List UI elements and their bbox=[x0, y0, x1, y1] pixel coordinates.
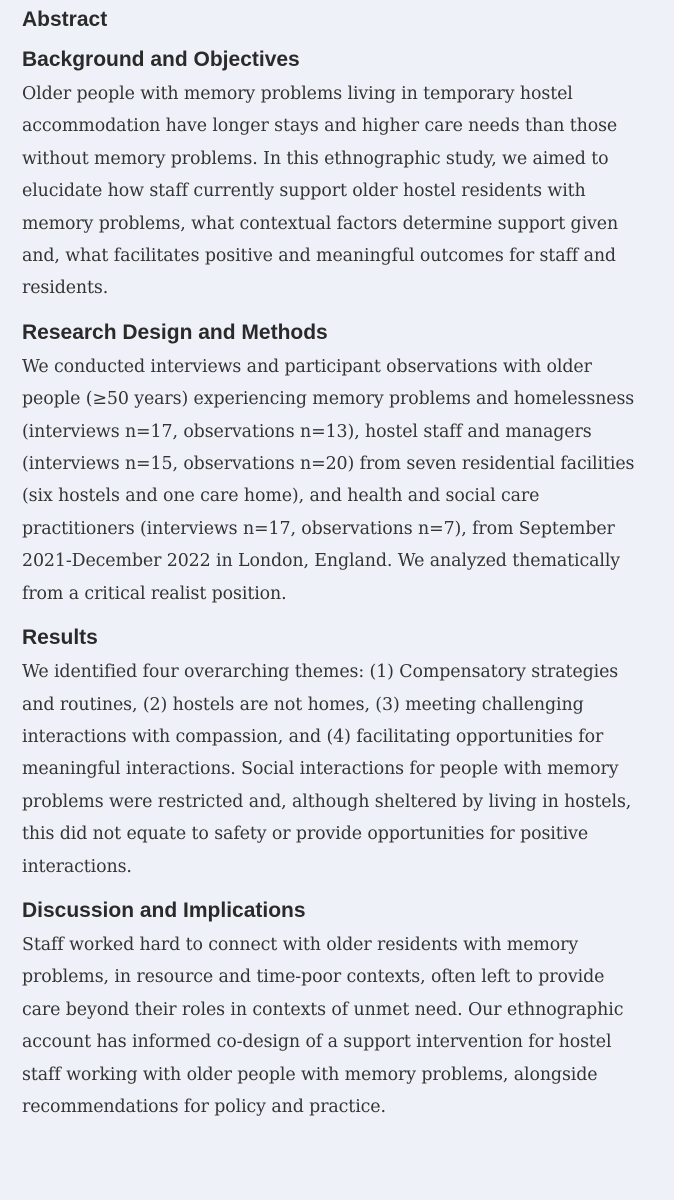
text-line: without memory problems. In this ethnographic study, we aimed to bbox=[22, 148, 609, 169]
section-results bbox=[22, 624, 674, 883]
text-line: recommendations for policy and practice. bbox=[22, 1096, 386, 1117]
text-line: problems were restricted and, although sheltered by living in hostels, bbox=[22, 791, 632, 812]
text-line: meaningful interactions. Social interactions for people with memory bbox=[22, 759, 619, 780]
text-line: residents. bbox=[22, 278, 109, 299]
text-line: (interviews n=15, observations n=20) from seven residential facilities bbox=[22, 454, 635, 475]
section-heading: Discussion and Implications bbox=[22, 898, 306, 922]
section-heading: Research Design and Methods bbox=[22, 320, 328, 344]
section-paragraph bbox=[22, 656, 674, 883]
text-line: interactions with compassion, and (4) facilitating opportunities for bbox=[22, 726, 604, 747]
section-heading: Results bbox=[22, 626, 98, 650]
text-line: elucidate how staff currently support older hostel residents with bbox=[22, 181, 586, 202]
text-line: We conducted interviews and participant observations with older bbox=[22, 356, 592, 377]
text-line: care beyond their roles in contexts of unmet need. Our ethnographic bbox=[22, 999, 624, 1020]
text-line: Older people with memory problems living in temporary hostel bbox=[22, 84, 573, 104]
text-line: (interviews n=17, observations n=13), hostel staff and managers bbox=[22, 421, 592, 442]
text-line: from a critical realist position. bbox=[22, 583, 287, 604]
section-paragraph bbox=[22, 78, 674, 305]
text-line: Staff worked hard to connect with older residents with memory bbox=[22, 934, 579, 955]
section-paragraph bbox=[22, 351, 674, 610]
text-line: and routines, (2) hostels are not homes, (3) meeting challenging bbox=[22, 694, 584, 715]
text-line: We identified four overarching themes: (1) Compensatory strategies bbox=[22, 662, 619, 683]
text-line: interactions. bbox=[22, 856, 132, 877]
text-line: this did not equate to safety or provide opportunities for positive bbox=[22, 824, 589, 845]
text-line: problems, in resource and time-poor contexts, often left to provide bbox=[22, 967, 605, 988]
text-line: memory problems, what contextual factors determine support given bbox=[22, 213, 619, 234]
section-discussion-implications bbox=[22, 897, 674, 1123]
section-background-objectives bbox=[22, 46, 674, 305]
text-line: accommodation have longer stays and higher care needs than those bbox=[22, 116, 618, 137]
section-research-design-methods bbox=[22, 319, 674, 610]
text-line: (six hostels and one care home), and health and social care bbox=[22, 486, 540, 507]
text-line: practitioners (interviews n=17, observations n=7), from September bbox=[22, 518, 615, 539]
text-line: and, what facilitates positive and meaningful outcomes for staff and bbox=[22, 246, 616, 267]
text-line: staff working with older people with memory problems, alongside bbox=[22, 1064, 598, 1085]
text-line: 2021-December 2022 in London, England. We analyzed thematically bbox=[22, 551, 621, 572]
section-heading: Background and Objectives bbox=[22, 48, 300, 71]
text-line: people (≥50 years) experiencing memory problems and homelessness bbox=[22, 389, 635, 410]
text-line: account has informed co-design of a support intervention for hostel bbox=[22, 1032, 612, 1053]
section-paragraph bbox=[22, 929, 674, 1123]
abstract-title: Abstract bbox=[22, 8, 108, 31]
